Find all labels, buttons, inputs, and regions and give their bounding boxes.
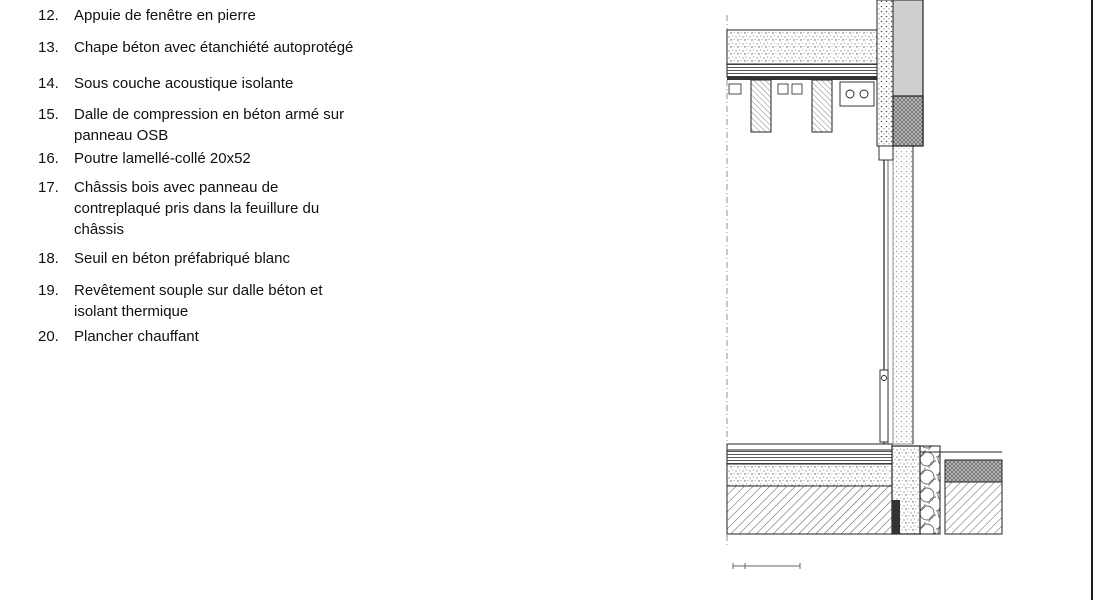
glulam-beam-2 [812, 80, 832, 132]
legend-text: Poutre lamellé-collé 20x52 [74, 150, 251, 167]
window-frame-head [879, 146, 893, 160]
heated-floor-layer [727, 450, 892, 464]
pipe [846, 90, 854, 98]
pipe [860, 90, 868, 98]
window-reveal [893, 146, 913, 444]
exterior-gravel [945, 460, 1002, 482]
legend-number: 15. [38, 106, 59, 123]
legend-list [0, 0, 460, 600]
floor-concrete-slab [727, 486, 892, 534]
joist-end [778, 84, 788, 94]
legend-number: 12. [38, 7, 59, 24]
legend-number: 20. [38, 328, 59, 345]
hardware [882, 376, 887, 381]
legend-text: Dalle de compression en béton armé sur panneau OSB [74, 106, 345, 144]
legend-number: 14. [38, 75, 59, 92]
exterior-ground [945, 482, 1002, 534]
joist-end [729, 84, 741, 94]
pipe-box [840, 82, 874, 106]
upper-compression-slab [727, 77, 877, 80]
legend-number: 19. [38, 282, 59, 299]
legend-number: 13. [38, 39, 59, 56]
page-right-border [1091, 0, 1093, 600]
legend-text: Appuie de fenêtre en pierre [74, 7, 256, 24]
lintel-block [893, 96, 923, 146]
facade-insulation [877, 0, 893, 146]
legend-text: Sous couche acoustique isolante [74, 75, 294, 92]
glulam-beam-1 [751, 80, 771, 132]
facade-cladding [893, 0, 923, 96]
floor-covering [727, 444, 892, 450]
upper-screed [727, 30, 877, 64]
legend-text: Chape béton avec étanchiété autoprotégé [74, 39, 354, 56]
legend-number: 18. [38, 250, 59, 267]
upper-acoustic-layer [727, 64, 877, 77]
legend-text: Châssis bois avec panneau de contreplaqué pris dans la feuillure du châssis [74, 179, 320, 238]
legend-number: 16. [38, 150, 59, 167]
legend-text: Plancher chauffant [74, 328, 199, 345]
legend-text: Revêtement souple sur dalle béton et isolant thermique [74, 282, 323, 320]
floor-screed [727, 464, 892, 486]
legend-text: Seuil en béton préfabriqué blanc [74, 250, 290, 267]
section-drawing [715, 0, 1015, 600]
joist-end [792, 84, 802, 94]
legend-number: 17. [38, 179, 59, 196]
threshold-membrane [892, 500, 900, 534]
threshold-insulation [920, 446, 940, 534]
